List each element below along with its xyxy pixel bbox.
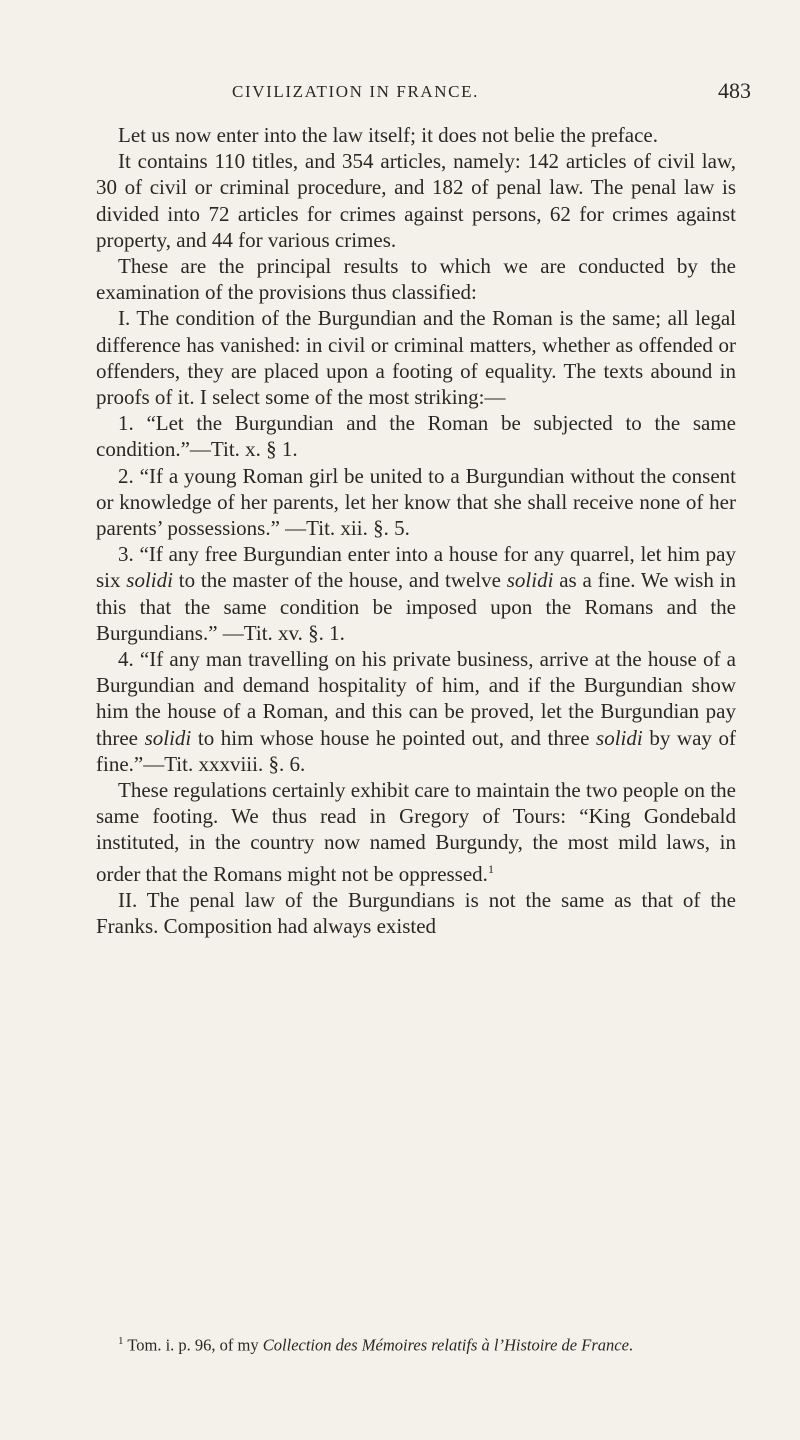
paragraph (96, 646, 736, 777)
italic-term: solidi (596, 725, 643, 750)
footnote-reference: 1 (487, 861, 494, 876)
italic-term: solidi (126, 568, 173, 593)
paragraph: 2. “If a young Roman girl be united to a Burgundian without the consent or knowledge of her parents, let her know that she shall receive none of her parents’ possessions.” —Tit. xii. §. 5. (96, 463, 736, 541)
running-head-title: CIVILIZATION IN FRANCE. (232, 82, 479, 101)
text-run: 3. “If any free Burgundian enter into a house for any quarrel, let him pay six (96, 542, 736, 593)
text-run: by way of fine.”—Tit. xxxviii. §. 6. (96, 725, 736, 776)
text-run: These regulations certainly exhibit care to maintain the two people on the same footing. We thus read in Gregory of Tours: “King Gondebald instituted, in the country now named Burgundy, the most mild laws, in order that the Romans might not be oppressed. (96, 778, 736, 886)
page-number: 483 (718, 78, 751, 103)
text-run: to him whose house he pointed out, and three (191, 725, 597, 750)
paragraph: 1. “Let the Burgundian and the Roman be subjected to the same condition.”—Tit. x. § 1. (96, 411, 736, 462)
paragraph: II. The penal law of the Burgundians is not the same as that of the Franks. Composition had always existed (96, 887, 736, 939)
paragraph (96, 777, 736, 887)
paragraph: These are the principal results to which we are conducted by the examination of the provisions thus classified: (96, 254, 736, 305)
italic-term: solidi (506, 568, 554, 593)
paragraph (96, 541, 736, 646)
paragraph: Let us now enter into the law itself; it does not belie the preface. (118, 123, 658, 147)
text-run: . (628, 1335, 634, 1355)
italic-title: Collection des Mémoires relatifs à l’Histoire de France (262, 1335, 629, 1355)
paragraph: I. The condition of the Burgundian and the Roman is the same; all legal difference has vanished: in civil or criminal matters, whether as offended or offenders, they are placed upon a footing of equality. The texts abound in proofs of it. I select some of the most striking:— (96, 306, 736, 410)
running-head (0, 78, 800, 108)
text-run: 4. “If any man travelling on his private business, arrive at the house of a Burgundian and demand hospitality of him, and if the Burgundian show him the house of a Roman, and this can be proved, let the Burgundian pay three (96, 647, 736, 750)
footnote (96, 1330, 736, 1357)
text-run: Tom. i. p. 96, of my (123, 1335, 263, 1355)
text-run: to the master of the house, and twelve (172, 568, 507, 593)
body-text (96, 122, 736, 939)
footnote-text (96, 1330, 736, 1357)
italic-term: solidi (144, 725, 192, 750)
text-run: as a fine. We wish in this that the same condition be imposed upon the Romans and the Burgundians.” —Tit. xv. §. 1. (96, 568, 736, 645)
footnote-mark: 1 (118, 1335, 124, 1347)
paragraph: It contains 110 titles, and 354 articles, namely: 142 articles of civil law, 30 of civil or criminal procedure, and 182 of penal law. The penal law is divided into 72 articles for crimes against persons, 62 for crimes against property, and 44 for various crimes. (96, 149, 736, 252)
